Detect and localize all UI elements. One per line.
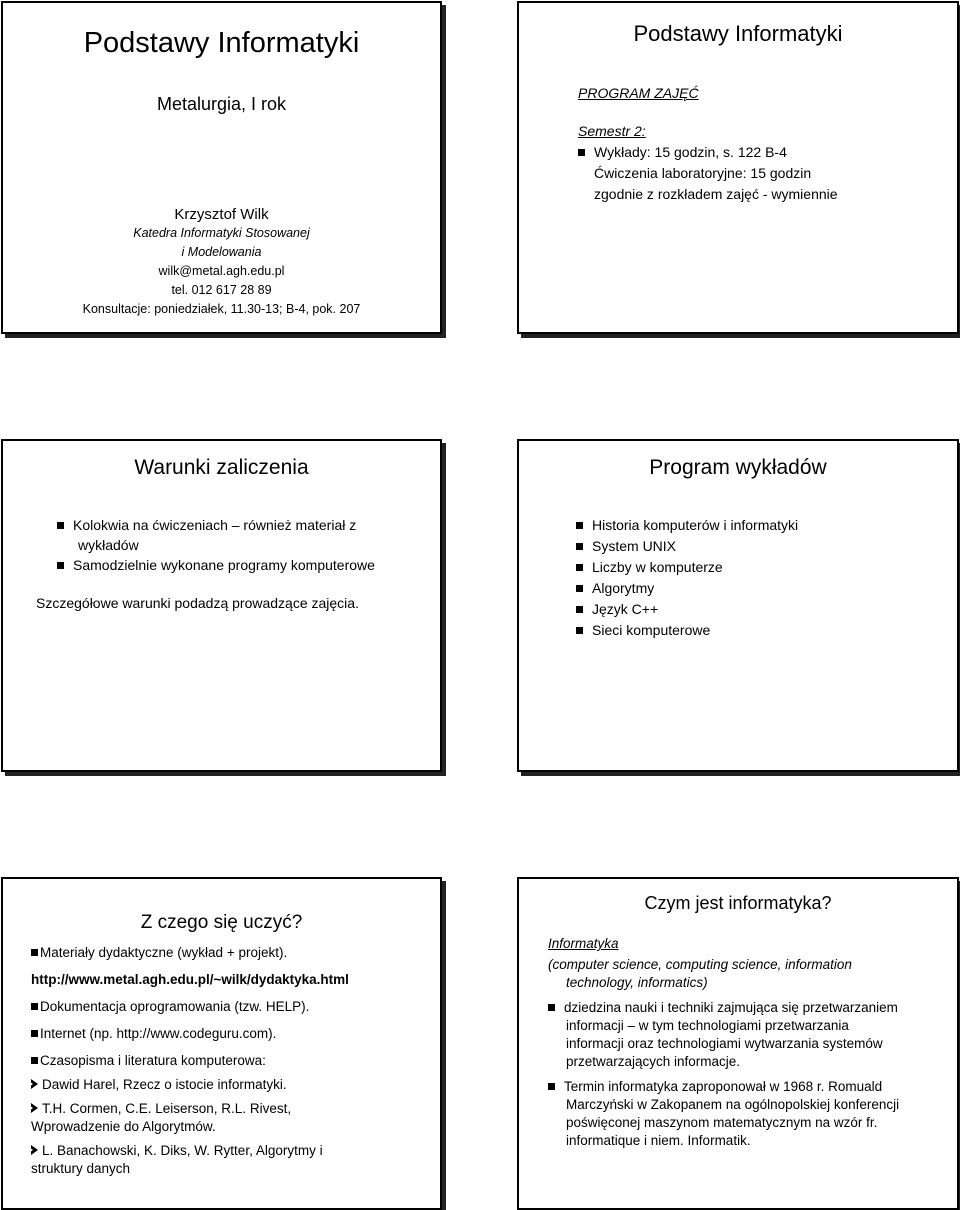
- def2-line1: Termin informatyka zaproponował w 1968 r. Romuald: [564, 1079, 883, 1094]
- bullet-icon: [57, 522, 64, 529]
- book3-line2: struktury danych: [31, 1161, 131, 1176]
- bullet-icon: [31, 949, 38, 956]
- consultation-hours: Konsultacje: poniedziałek, 11.30-13; B-4, pok. 207: [82, 302, 361, 316]
- bullet-icon: [57, 562, 64, 569]
- internet-text: Internet (np. http://www.codeguru.com).: [40, 1026, 277, 1041]
- slide-title: [1, 1, 442, 334]
- item2-text: Samodzielnie wykonane programy komputerowe: [73, 557, 375, 573]
- bullet-icon: [31, 1030, 38, 1037]
- list-item: [31, 944, 424, 962]
- slide-requirements: [1, 439, 442, 772]
- department-line2: i Modelowania: [181, 245, 262, 259]
- book-item: [31, 1076, 424, 1094]
- slide3-title: Warunki zaliczenia: [134, 456, 309, 479]
- slide2-body: [578, 83, 838, 205]
- author-email: wilk@metal.agh.edu.pl: [158, 264, 285, 278]
- arrow-icon: [31, 1079, 38, 1089]
- materials-text: Materiały dydaktyczne (wykład + projekt).: [40, 945, 288, 960]
- term-heading: Informatyka: [548, 936, 619, 951]
- slide6-body: [548, 935, 943, 1150]
- slide-program: [517, 1, 959, 334]
- lectures-item: [578, 142, 838, 163]
- arrow-icon: [31, 1103, 38, 1113]
- book2-line1: T.H. Cormen, C.E. Leiserson, R.L. Rivest,: [42, 1101, 292, 1116]
- resources-url: http://www.metal.agh.edu.pl/~wilk/dydaktyka.html: [31, 972, 349, 987]
- item-text: System UNIX: [592, 538, 677, 554]
- list-item: [31, 998, 424, 1016]
- bullet-icon: [576, 543, 583, 550]
- slide2-title: Podstawy Informatyki: [633, 21, 843, 46]
- bullet-icon: [31, 1057, 38, 1064]
- def1-line2: informacji – w tym technologiami przetwarzania: [566, 1018, 849, 1033]
- book3-line1: L. Banachowski, K. Diks, W. Rytter, Algorytmy i: [42, 1143, 323, 1158]
- bullet-icon: [31, 1003, 38, 1010]
- item1-line2: wykładów: [78, 537, 139, 553]
- book2-line2: Wprowadzenie do Algorytmów.: [31, 1119, 216, 1134]
- book-item: [31, 1142, 424, 1160]
- bullet-icon: [576, 627, 583, 634]
- translation-line1: (computer science, computing science, information: [548, 957, 852, 972]
- slide1-title: Podstawy Informatyki: [83, 27, 360, 59]
- slide-resources: [1, 877, 442, 1210]
- definition-item: [548, 1078, 943, 1096]
- slide4-title: Program wykładów: [649, 456, 827, 479]
- program-heading: PROGRAM ZAJĘĆ: [578, 85, 699, 101]
- slide5-title: Z czego się uczyć?: [140, 912, 303, 933]
- author-phone: tel. 012 617 28 89: [171, 283, 272, 297]
- list-item: [57, 515, 430, 535]
- slide1-subtitle: Metalurgia, I rok: [156, 94, 287, 114]
- book1-text: Dawid Harel, Rzecz o istocie informatyki.: [42, 1077, 287, 1092]
- schedule-text: zgodnie z rozkładem zajęć - wymiennie: [594, 186, 838, 202]
- list-item: [31, 1052, 424, 1070]
- list-item: [576, 620, 798, 641]
- periodicals-text: Czasopisma i literatura komputerowa:: [40, 1053, 266, 1068]
- item-text: Liczby w komputerze: [592, 559, 723, 575]
- department-line1: Katedra Informatyki Stosowanej: [133, 226, 310, 240]
- author-info: [3, 205, 440, 319]
- slide3-body: [36, 515, 430, 613]
- bullet-icon: [576, 522, 583, 529]
- bullet-icon: [548, 1083, 555, 1090]
- def1-line4: przetwarzających informacje.: [566, 1054, 741, 1069]
- slide4-body: [576, 515, 798, 641]
- bullet-icon: [576, 585, 583, 592]
- spacer: [57, 575, 430, 593]
- semester-label: Semestr 2:: [578, 123, 646, 139]
- requirements-note: Szczegółowe warunki podadzą prowadzące zajęcia.: [36, 595, 359, 611]
- list-item: [31, 1025, 424, 1043]
- list-item: [576, 557, 798, 578]
- def2-line3: poświęconej maszynom matematycznym na wzór fr.: [566, 1115, 878, 1130]
- lectures-text: Wykłady: 15 godzin, s. 122 B-4: [594, 144, 787, 160]
- def2-line2: Marczyński w Zakopanem na ogólnopolskiej konferencji: [566, 1097, 900, 1112]
- item-text: Algorytmy: [592, 580, 655, 596]
- list-item: [576, 536, 798, 557]
- translation-line2: technology, informatics): [566, 975, 708, 990]
- list-item: [57, 555, 430, 575]
- bullet-icon: [578, 149, 585, 156]
- def1-line1: dziedzina nauki i techniki zajmująca się przetwarzaniem: [564, 1000, 898, 1015]
- item-text: Sieci komputerowe: [592, 622, 711, 638]
- slide-what-is-informatics: [517, 877, 959, 1210]
- list-item: [576, 578, 798, 599]
- item1-line1: Kolokwia na ćwiczeniach – również materiał z: [73, 517, 357, 533]
- book-item: [31, 1100, 424, 1118]
- bullet-icon: [548, 1004, 555, 1011]
- bullet-icon: [576, 606, 583, 613]
- item-text: Język C++: [592, 601, 659, 617]
- slide-lecture-program: [517, 439, 959, 772]
- bullet-icon: [576, 564, 583, 571]
- slide5-body: [31, 944, 424, 1178]
- definition-item: [548, 999, 943, 1017]
- docs-text: Dokumentacja oprogramowania (tzw. HELP).: [40, 999, 310, 1014]
- def2-line4: informatique i niem. Informatik.: [566, 1133, 751, 1148]
- list-item: [576, 515, 798, 536]
- slide6-title: Czym jest informatyka?: [644, 893, 832, 913]
- spacer: [578, 104, 838, 121]
- labs-text: Ćwiczenia laboratoryjne: 15 godzin: [594, 165, 812, 181]
- list-item: [576, 599, 798, 620]
- item-text: Historia komputerów i informatyki: [592, 517, 799, 533]
- arrow-icon: [31, 1145, 38, 1155]
- def1-line3: informacji oraz technologiami wytwarzania systemów: [566, 1036, 883, 1051]
- author-name: Krzysztof Wilk: [174, 206, 269, 223]
